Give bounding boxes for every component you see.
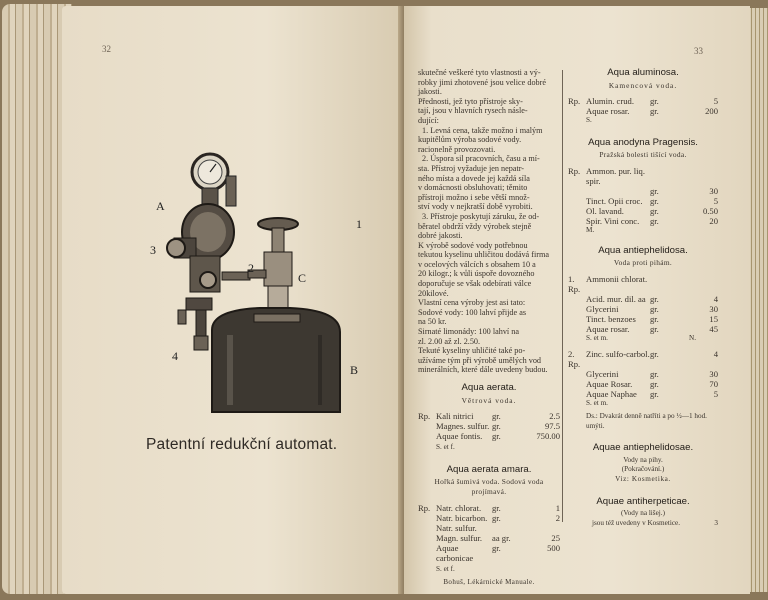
recipe-cell: Natr. sulfur. <box>436 522 477 533</box>
recipe-cell: Aquae rosar. <box>586 323 630 334</box>
recipe-row <box>568 166 718 186</box>
pressure-gauge-icon <box>192 154 236 206</box>
subtitle-aqua-aluminosa: Kamencová voda. <box>608 80 678 90</box>
intro-line: v ocelových válcích s obsahem 10 a <box>418 259 536 269</box>
label-2: 2 <box>248 261 254 275</box>
label-b: B <box>350 363 359 377</box>
intro-line: racionelně provozovati. <box>418 144 496 154</box>
recipe-cell: Rp. <box>418 502 431 513</box>
recipe-cell <box>568 369 586 379</box>
note-antiephelidosa: Ds.: Dvakrát denně natříti a po ½—1 hod. umýti. <box>586 411 707 430</box>
recipe-cell: Magnes. sulfur. <box>436 421 490 432</box>
recipe-cell: 30 <box>709 303 718 314</box>
recipe-row <box>418 411 560 421</box>
recipe-row <box>568 294 718 304</box>
recipe-cell: 70 <box>709 379 718 390</box>
intro-line: užíváme tým při výrobě umělých vod <box>418 355 542 365</box>
heading-aqua-aluminosa: Aqua aluminosa. <box>607 67 679 78</box>
recipe-cell: Glycerini <box>586 303 619 314</box>
recipe-cell: Rp. <box>568 96 581 107</box>
recipe-row <box>418 513 560 523</box>
recipe-cell: Acid. mur. dil. aa <box>586 293 646 304</box>
recipe-cell: gr. <box>650 195 659 206</box>
recipe-row <box>418 523 560 533</box>
recipe-cell: 97.5 <box>544 421 560 432</box>
heading-aqua-aerata-amara: Aqua aerata amara. <box>446 463 532 475</box>
intro-line: Sirnaté limonády: 100 lahví na <box>418 327 519 337</box>
recipe-cell: 2 <box>555 512 560 523</box>
recipe-row <box>568 216 718 226</box>
intro-line: jakosti. <box>418 87 442 97</box>
heading-aquae-antiherpeticae: Aquae antiherpeticae. <box>596 495 690 507</box>
recipe-cell <box>568 206 586 216</box>
recipe-row <box>568 324 718 334</box>
label-a: A <box>156 199 165 213</box>
line-antiherpeticae-2: jsou též uvedeny v Kosmetice. <box>591 518 681 527</box>
recipe-cell <box>650 274 686 294</box>
recipe-row <box>568 349 718 369</box>
recipe-cell: Natr. chlorat. <box>436 502 482 513</box>
recipe-cell: aa gr. <box>492 532 511 543</box>
recipe-cell: gr. <box>650 215 659 226</box>
heading-aquae-antiephelidosae: Aquae antiephelidosae. <box>592 442 694 454</box>
label-4: 4 <box>172 349 178 363</box>
subtitle-aqua-anodyna: Pražská bolesti tišící voda. <box>599 150 687 160</box>
recipe-row <box>418 431 560 441</box>
recipe-cell: gr. <box>650 185 659 196</box>
recipe-cell <box>492 523 528 533</box>
recipe-cell <box>586 186 650 196</box>
recipe-row <box>418 543 560 563</box>
recipe-cell: 2. Rp. <box>568 349 581 370</box>
recipe-cell: gr. <box>650 293 659 304</box>
recipe-cell: Ammonii chlorat. <box>586 273 648 284</box>
sig-aqua-anodyna: M. <box>586 225 595 234</box>
recipe-cell: gr. <box>650 323 659 334</box>
recipe-cell: 5 <box>713 195 718 206</box>
intro-line: 1. Levná cena, takže možno i malým <box>422 125 543 135</box>
recipe-cell: 25 <box>551 532 560 543</box>
recipe-cell: 1. Rp. <box>568 273 581 294</box>
recipe-cell <box>568 196 586 206</box>
right-column-1 <box>418 68 560 588</box>
recipe-cell <box>568 106 586 116</box>
recipe-cell <box>568 379 586 389</box>
recipe-cell: Spir. Vini conc. <box>586 215 640 226</box>
figure-caption: Patentní redukční automat. <box>146 436 338 453</box>
intro-line: zl. 2.00 až zl. 2.50. <box>418 336 481 346</box>
recipe-cell: Rp. <box>568 165 581 176</box>
recipe-cell <box>650 166 686 186</box>
recipe-cell: 2.5 <box>549 411 560 422</box>
intro-line: minerálních, které dále uvedeny budou. <box>418 365 548 375</box>
recipe-row <box>568 379 718 389</box>
recipe-cell: 5 <box>713 389 718 400</box>
recipe-cell: gr. <box>492 431 501 442</box>
recipe-cell <box>418 543 436 563</box>
intro-line: 20 kilogr.; k vůli úspoře dovozného <box>418 269 535 279</box>
recipe-cell: Tinct. Opii croc. <box>586 195 643 206</box>
recipe-antiephelidosa-2 <box>568 349 718 399</box>
recipe-row <box>568 369 718 379</box>
recipe-cell <box>568 216 586 226</box>
intro-line: běratel obdrží vždy výrobek stejně <box>418 221 532 231</box>
recipe-cell <box>418 421 436 431</box>
line-antiephelidosae-3: Viz: Kosmetika. <box>615 474 671 483</box>
recipe-cell: gr. <box>650 106 659 117</box>
intro-line: Přednosti, jež tyto přístroje sky- <box>418 96 523 106</box>
intro-line: ného místa a dovede jej každá síla <box>418 173 530 183</box>
line-antiherpeticae-1: (Vody na lišej.) <box>621 509 665 518</box>
intro-line: 2. Úspora sil pracovních, času a mí- <box>422 154 540 164</box>
intro-line: Vlastní cena výroby jest asi tato: <box>418 298 526 308</box>
recipe-cell <box>418 513 436 523</box>
page-edges-right <box>748 8 768 592</box>
subtitle-aqua-antiephelidosa: Voda proti pihám. <box>613 258 673 268</box>
recipe-cell <box>568 324 586 334</box>
recipe-row <box>568 304 718 314</box>
recipe-cell: 1 <box>555 502 560 513</box>
recipe-cell: 0.50 <box>702 205 718 216</box>
intro-line: Sodové vody: 100 lahví přijde as <box>418 307 527 317</box>
recipe-cell <box>568 304 586 314</box>
label-3: 3 <box>150 243 156 257</box>
recipe-cell <box>686 274 718 294</box>
recipe-cell: gr. <box>650 349 659 360</box>
sig-antiephelidosa-1-mark: N. <box>689 333 696 342</box>
right-column-2 <box>568 68 718 528</box>
recipe-cell: 45 <box>709 323 718 334</box>
heading-aqua-antiephelidosa: Aqua antiephelidosa. <box>598 244 688 256</box>
left-page <box>62 6 402 594</box>
recipe-cell: gr. <box>650 313 659 324</box>
intro-line: na 50 kr. <box>418 317 447 327</box>
recipe-cell: Ol. lavand. <box>586 205 624 216</box>
recipe-cell: Aquae carbonicae <box>436 542 474 563</box>
recipe-cell: Kali nitrici <box>436 411 474 422</box>
recipe-row <box>568 314 718 324</box>
recipe-cell: gr. <box>650 205 659 216</box>
recipe-aqua-anodyna <box>568 166 718 226</box>
intro-line: Tekuté kyseliny uhličité také po- <box>418 346 526 356</box>
recipe-row <box>418 421 560 431</box>
handwheel-icon <box>248 218 298 316</box>
recipe-cell: 15 <box>709 313 718 324</box>
recipe-cell: gr. <box>650 369 659 380</box>
intro-line: robky jimi zhotovené jsou velice dobré <box>418 77 547 87</box>
intro-line: ství vody v nejkratší době vyrobiti. <box>418 202 533 212</box>
recipe-cell: Magn. sulfur. <box>436 532 483 543</box>
recipe-cell: gr. <box>650 389 659 400</box>
sig-aqua-aerata-amara: S. et f. <box>436 564 455 573</box>
recipe-cell <box>686 166 718 186</box>
recipe-row <box>568 274 718 294</box>
intro-line: 3. Přístroje poskytují záruku, že od- <box>422 211 540 221</box>
recipe-cell: Alumin. crud. <box>586 96 634 107</box>
recipe-cell: 20 <box>709 215 718 226</box>
recipe-cell <box>418 431 436 441</box>
recipe-row <box>568 106 718 116</box>
recipe-cell: Natr. bicarbon. <box>436 512 488 523</box>
recipe-cell: gr. <box>492 512 501 523</box>
intro-line: sta. Přístroj vyžaduje jen nepatr- <box>418 163 525 173</box>
heading-aqua-aerata: Aqua aerata. <box>461 382 517 393</box>
intro-line: přístroji možno i sebe větší množ- <box>418 192 530 202</box>
column-divider <box>562 70 563 522</box>
recipe-row <box>418 503 560 513</box>
recipe-cell: 4 <box>713 349 718 360</box>
recipe-cell <box>568 186 586 196</box>
subtitle-aqua-aerata: Větrová voda. <box>461 395 517 405</box>
line-antiephelidosae-1: Vody na pihy. <box>623 455 663 464</box>
recipe-row <box>568 196 718 206</box>
page-number-left: 32 <box>102 44 111 54</box>
intro-line: kupitělům výroba sodové vody. <box>418 135 522 145</box>
gas-cylinder <box>212 308 340 412</box>
recipe-cell: Rp. <box>418 411 431 422</box>
recipe-cell <box>418 523 436 533</box>
intro-line: v domácnosti obsluhovati; těmito <box>418 183 528 193</box>
intro-line: 20kilové. <box>418 288 449 298</box>
recipe-cell: Aquae Naphae <box>586 389 637 400</box>
recipe-cell: Aquae Rosar. <box>586 379 633 390</box>
recipe-row <box>568 206 718 216</box>
line-antiephelidosae-2: (Pokračování.) <box>621 465 665 474</box>
recipe-cell: 4 <box>713 293 718 304</box>
recipe-cell: Aquae rosar. <box>586 106 630 117</box>
intro-line: doporučuje se však odebírati válce <box>418 279 532 289</box>
recipe-cell: Glycerini <box>586 369 619 380</box>
recipe-row <box>568 186 718 196</box>
subtitle-aqua-aerata-amara: Hořká šumivá voda. Sodová voda projímavá. <box>434 477 544 496</box>
recipe-cell <box>528 523 560 533</box>
recipe-row <box>568 389 718 399</box>
recipe-cell: gr. <box>492 502 501 513</box>
reduction-valve-illustration <box>150 150 380 420</box>
recipe-cell: gr. <box>492 542 501 553</box>
recipe-cell: 200 <box>705 106 718 117</box>
intro-line: tekutou kyselinu uhličitou dodává firma <box>418 250 549 260</box>
recipe-cell: 750.00 <box>536 431 560 442</box>
intro-text <box>418 68 560 375</box>
intro-line: dující: <box>418 115 439 125</box>
label-c: C <box>298 271 307 285</box>
recipe-cell: 30 <box>709 185 718 196</box>
recipe-aqua-aerata <box>418 411 560 441</box>
recipe-aqua-aerata-amara <box>418 503 560 563</box>
intro-line: K výrobě sodové vody potřebnou <box>418 240 528 250</box>
recipe-cell: gr. <box>650 96 659 107</box>
recipe-cell <box>568 389 586 399</box>
recipe-cell: Tinct. benzoes <box>586 313 636 324</box>
line-antiherpeticae-2-row <box>568 519 718 529</box>
recipe-cell: 30 <box>709 369 718 380</box>
recipe-aqua-aluminosa <box>568 96 718 116</box>
sig-antiephelidosa-1-text: S. et m. <box>586 333 608 342</box>
footer-source: Bohuš, Lékárnické Manuale. <box>443 578 535 587</box>
sheet-mark: 3 <box>714 518 718 527</box>
recipe-antiephelidosa-1 <box>568 274 718 334</box>
recipe-cell: gr. <box>492 421 501 432</box>
recipe-cell: 500 <box>547 542 560 553</box>
recipe-row <box>418 533 560 543</box>
intro-line: skutečné veškeré tyto vlastnosti a vý- <box>418 68 541 77</box>
label-1: 1 <box>356 217 362 231</box>
sig-aqua-aluminosa: S. <box>586 116 592 125</box>
sig-aqua-aerata: S. et f. <box>436 443 455 452</box>
intro-line: tají, jsou v hlavních rysech násle- <box>418 106 528 116</box>
recipe-cell <box>418 533 436 543</box>
intro-line: dobré jakosti. <box>418 231 463 241</box>
sig-antiephelidosa-2: S. et m. <box>586 399 608 408</box>
recipe-row <box>568 96 718 106</box>
recipe-cell <box>568 314 586 324</box>
recipe-cell: Ammon. pur. liq. spir. <box>586 165 645 186</box>
recipe-cell: 5 <box>713 96 718 107</box>
heading-aqua-anodyna: Aqua anodyna Pragensis. <box>588 136 698 148</box>
recipe-cell: Zinc. sulfo-carbol. <box>586 349 650 360</box>
recipe-cell: gr. <box>650 379 659 390</box>
page-number-right: 33 <box>694 46 703 56</box>
recipe-cell <box>568 294 586 304</box>
recipe-cell: gr. <box>492 411 501 422</box>
recipe-cell: gr. <box>650 303 659 314</box>
sig-antiephelidosa-1 <box>568 334 718 344</box>
recipe-cell: Aquae fontis. <box>436 431 483 442</box>
